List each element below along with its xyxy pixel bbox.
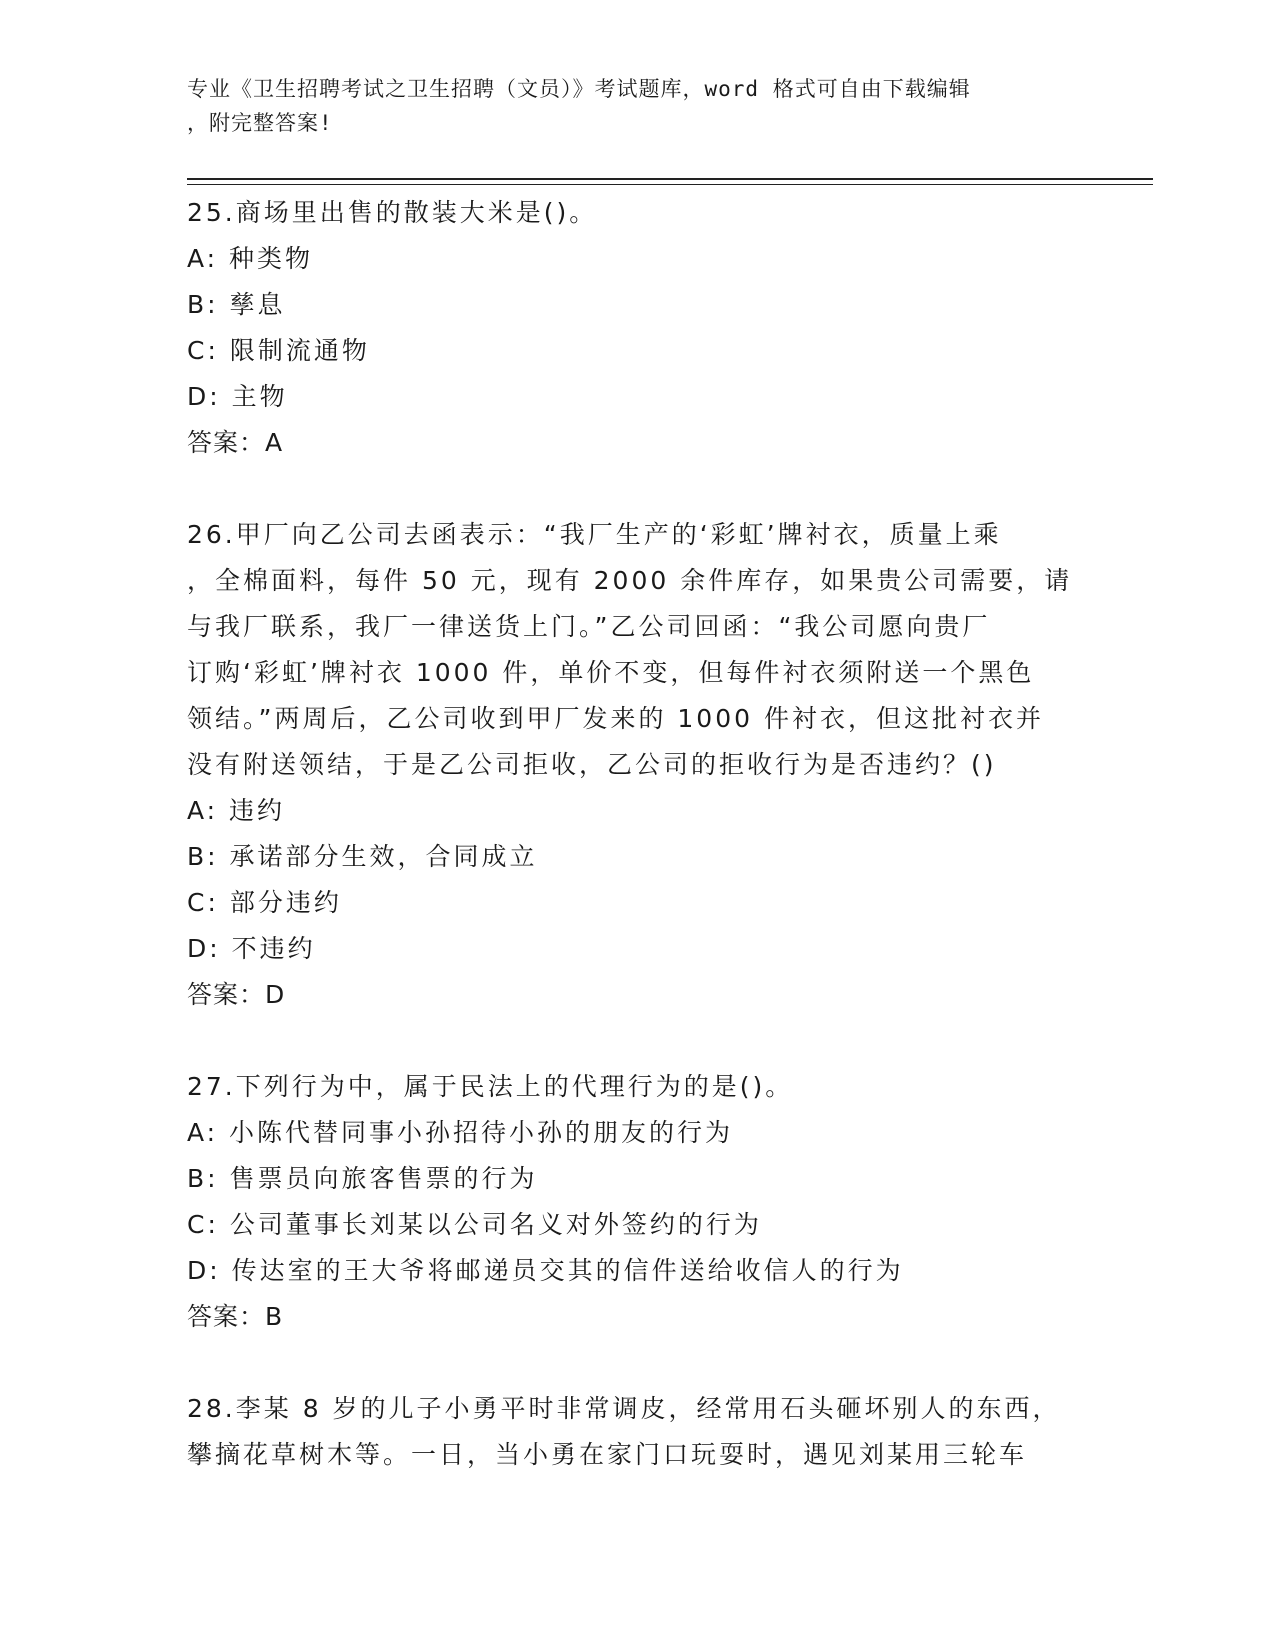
question-26 (187, 512, 1087, 1018)
question-stem-line: 领结。”两周后，乙公司收到甲厂发来的 1000 件衬衣，但这批衬衣并 (187, 704, 1044, 733)
option-c: C: 部分违约 (187, 888, 342, 917)
option-b: B: 售票员向旅客售票的行为 (187, 1164, 538, 1193)
document-header (187, 72, 1067, 140)
option-b: B: 孳息 (187, 290, 286, 319)
answer: 答案：B (187, 1302, 284, 1331)
header-rule-thin (187, 184, 1153, 185)
question-27 (187, 1064, 1087, 1340)
option-d: D: 主物 (187, 382, 288, 411)
option-c: C: 限制流通物 (187, 336, 370, 365)
question-stem-line: 与我厂联系，我厂一律送货上门。”乙公司回函：“我公司愿向贵厂 (187, 612, 991, 641)
option-a: A: 种类物 (187, 244, 314, 273)
header-line-1: 专业《卫生招聘考试之卫生招聘（文员）》考试题库，word 格式可自由下载编辑 (187, 77, 971, 101)
question-25 (187, 190, 1087, 466)
option-a: A: 违约 (187, 796, 286, 825)
answer: 答案：A (187, 428, 284, 457)
option-a: A: 小陈代替同事小孙招待小孙的朋友的行为 (187, 1118, 734, 1147)
question-stem: 25.商场里出售的散装大米是()。 (187, 198, 598, 227)
option-b: B: 承诺部分生效，合同成立 (187, 842, 538, 871)
question-stem-line: 攀摘花草树木等。一日，当小勇在家门口玩耍时，遇见刘某用三轮车 (187, 1440, 1028, 1469)
option-d: D: 传达室的王大爷将邮递员交其的信件送给收信人的行为 (187, 1256, 904, 1285)
question-stem-line: 订购‘彩虹’牌衬衣 1000 件，单价不变，但每件衬衣须附送一个黑色 (187, 658, 1035, 687)
question-stem-line: 没有附送领结，于是乙公司拒收，乙公司的拒收行为是否违约？() (187, 750, 997, 779)
option-c: C: 公司董事长刘某以公司名义对外签约的行为 (187, 1210, 762, 1239)
question-list (187, 190, 1087, 1478)
question-stem-line: 26.甲厂向乙公司去函表示：“我厂生产的‘彩虹’牌衬衣，质量上乘 (187, 520, 1002, 549)
answer: 答案：D (187, 980, 286, 1009)
header-line-2: ，附完整答案! (187, 111, 333, 135)
question-stem-line: 28.李某 8 岁的儿子小勇平时非常调皮，经常用石头砸坏别人的东西， (187, 1394, 1061, 1423)
option-d: D: 不违约 (187, 934, 316, 963)
question-28 (187, 1386, 1087, 1478)
question-stem-line: ，全棉面料，每件 50 元，现有 2000 余件库存，如果贵公司需要，请 (187, 566, 1073, 595)
header-rule-thick (187, 178, 1153, 180)
question-stem: 27.下列行为中，属于民法上的代理行为的是()。 (187, 1072, 794, 1101)
